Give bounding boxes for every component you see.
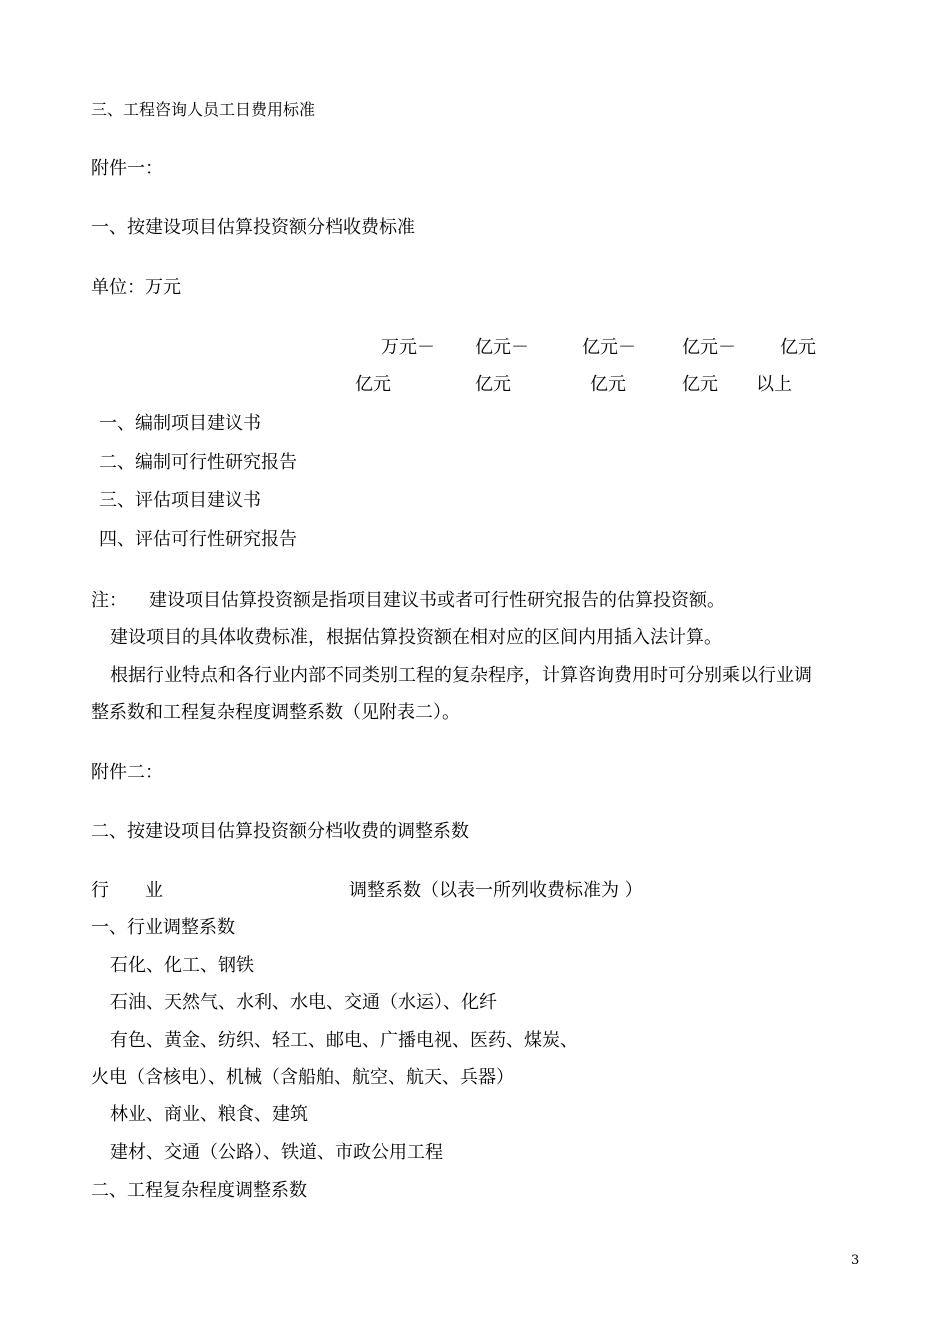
header-cell: 亿元－ <box>475 337 529 358</box>
header-cell: 亿元 <box>475 374 511 395</box>
table-row: 一、编制项目建议书 <box>99 413 261 434</box>
header-cell: 亿元－ <box>682 337 736 358</box>
list-item: 有色、黄金、纺织、轻工、邮电、广播电视、医药、煤炭、 <box>110 1030 578 1051</box>
col-header-factor: 调整系数（以表一所列收费标准为 ） <box>349 880 643 901</box>
table-row: 四、评估可行性研究报告 <box>99 529 297 550</box>
header-cell: 亿元－ <box>582 337 636 358</box>
table-row: 二、编制可行性研究报告 <box>99 452 297 473</box>
section-heading: 三、工程咨询人员工日费用标准 <box>91 100 316 119</box>
section-title: 二、工程复杂程度调整系数 <box>91 1180 307 1201</box>
page-number: 3 <box>851 1253 860 1268</box>
list-item: 建材、交通（公路）、铁道、市政公用工程 <box>110 1142 443 1163</box>
header-cell: 以上 <box>756 374 792 395</box>
note-line: 整系数和工程复杂程度调整系数（见附表二）。 <box>91 702 460 723</box>
note-line: 根据行业特点和各行业内部不同类别工程的复杂程序，计算咨询费用时可分别乘以行业调 <box>110 665 812 686</box>
table-row: 三、评估项目建议书 <box>99 490 261 511</box>
unit-label: 单位：万元 <box>91 277 181 298</box>
note-line: 建设项目估算投资额是指项目建议书或者可行性研究报告的估算投资额。 <box>149 590 725 611</box>
note-label: 注： <box>91 590 127 611</box>
list-item: 石化、化工、钢铁 <box>110 955 254 976</box>
header-cell: 亿元 <box>780 337 816 358</box>
note-line: 建设项目的具体收费标准，根据估算投资额在相对应的区间内用插入法计算。 <box>110 627 722 648</box>
annex2-title: 二、按建设项目估算投资额分档收费的调整系数 <box>91 821 469 842</box>
header-cell: 亿元 <box>682 374 718 395</box>
annex1-title: 一、按建设项目估算投资额分档收费标准 <box>91 217 415 238</box>
header-cell: 万元－ <box>381 337 435 358</box>
header-cell: 亿元 <box>355 374 391 395</box>
annex1-label: 附件一： <box>91 158 163 179</box>
section-title: 一、行业调整系数 <box>91 917 235 938</box>
col-header-industry: 行 业 <box>91 880 163 901</box>
annex2-label: 附件二： <box>91 762 163 783</box>
header-cell: 亿元 <box>590 374 626 395</box>
list-item: 林业、商业、粮食、建筑 <box>110 1104 308 1125</box>
list-item: 火电（含核电）、机械（含船舶、航空、航天、兵器） <box>91 1067 514 1088</box>
list-item: 石油、天然气、水利、水电、交通（水运）、化纤 <box>110 992 497 1013</box>
